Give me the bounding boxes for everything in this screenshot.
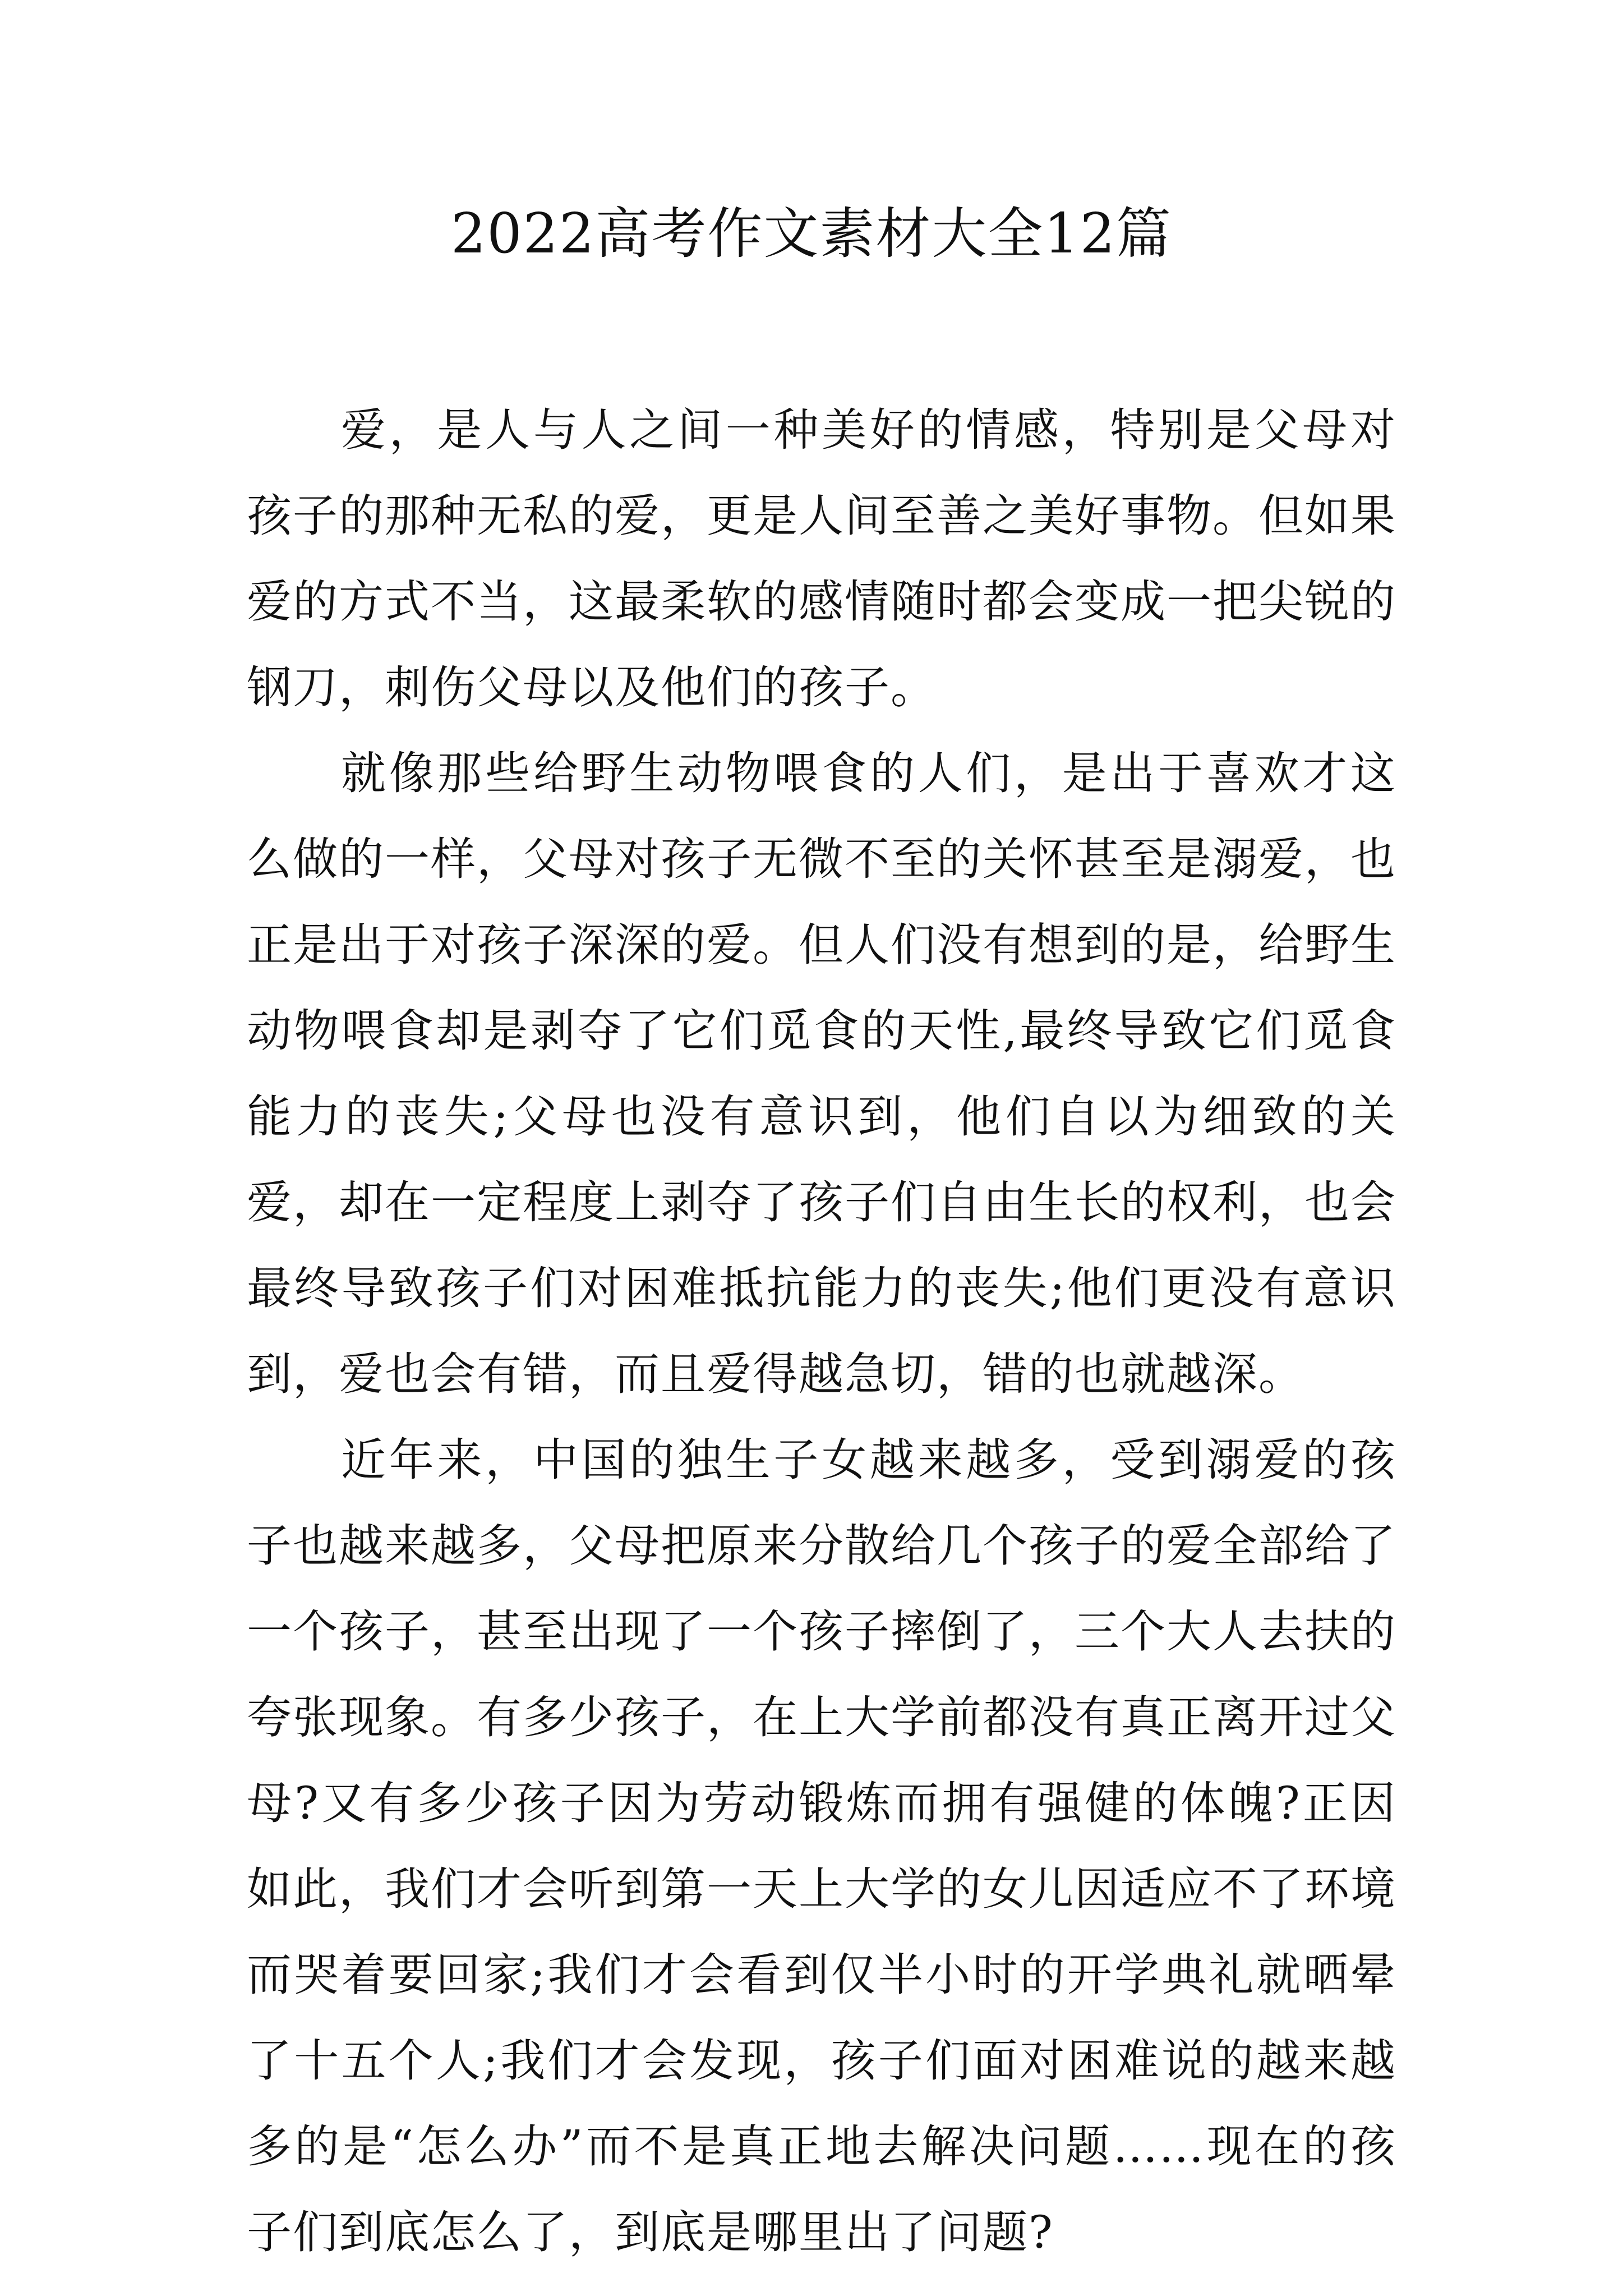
document-title: 2022高考作文素材大全12篇 xyxy=(450,202,1173,266)
document-body xyxy=(247,387,1396,2275)
paragraph-2: 就像那些给野生动物喂食的人们，是出于喜欢才这么做的一样，父母对孩子无微不至的关怀甚至是溺爱，也正是出于对孩子深深的爱。但人们没有想到的是，给野生动物喂食却是剥夺了它们觅食的天性,最终导致它们觅食能力的丧失;父母也没有意识到，他们自以为细致的关爱，却在一定程度上剥夺了孩子们自由生长的权利，也会最终导致孩子们对困难抵抗能力的丧失;他们更没有意识到，爱也会有错，而且爱得越急切，错的也就越深。 xyxy=(247,747,1396,1400)
paragraph-3: 近年来，中国的独生子女越来越多，受到溺爱的孩子也越来越多，父母把原来分散给几个孩子的爱全部给了一个孩子，甚至出现了一个孩子摔倒了，三个大人去扶的夸张现象。有多少孩子，在上大学前都没有真正离开过父母?又有多少孩子因为劳动锻炼而拥有强健的体魄?正因如此，我们才会听到第一天上大学的女儿因适应不了环境而哭着要回家;我们才会看到仅半小时的开学典礼就晒晕了十五个人;我们才会发现，孩子们面对困难说的越来越多的是“怎么办”而不是真正地去解决问题……现在的孩子们到底怎么了，到底是哪里出了问题? xyxy=(247,1434,1396,2258)
paragraph-1: 爱，是人与人之间一种美好的情感，特别是父母对孩子的那种无私的爱，更是人间至善之美好事物。但如果爱的方式不当，这最柔软的感情随时都会变成一把尖锐的钢刀，刺伤父母以及他们的孩子。 xyxy=(247,404,1396,714)
